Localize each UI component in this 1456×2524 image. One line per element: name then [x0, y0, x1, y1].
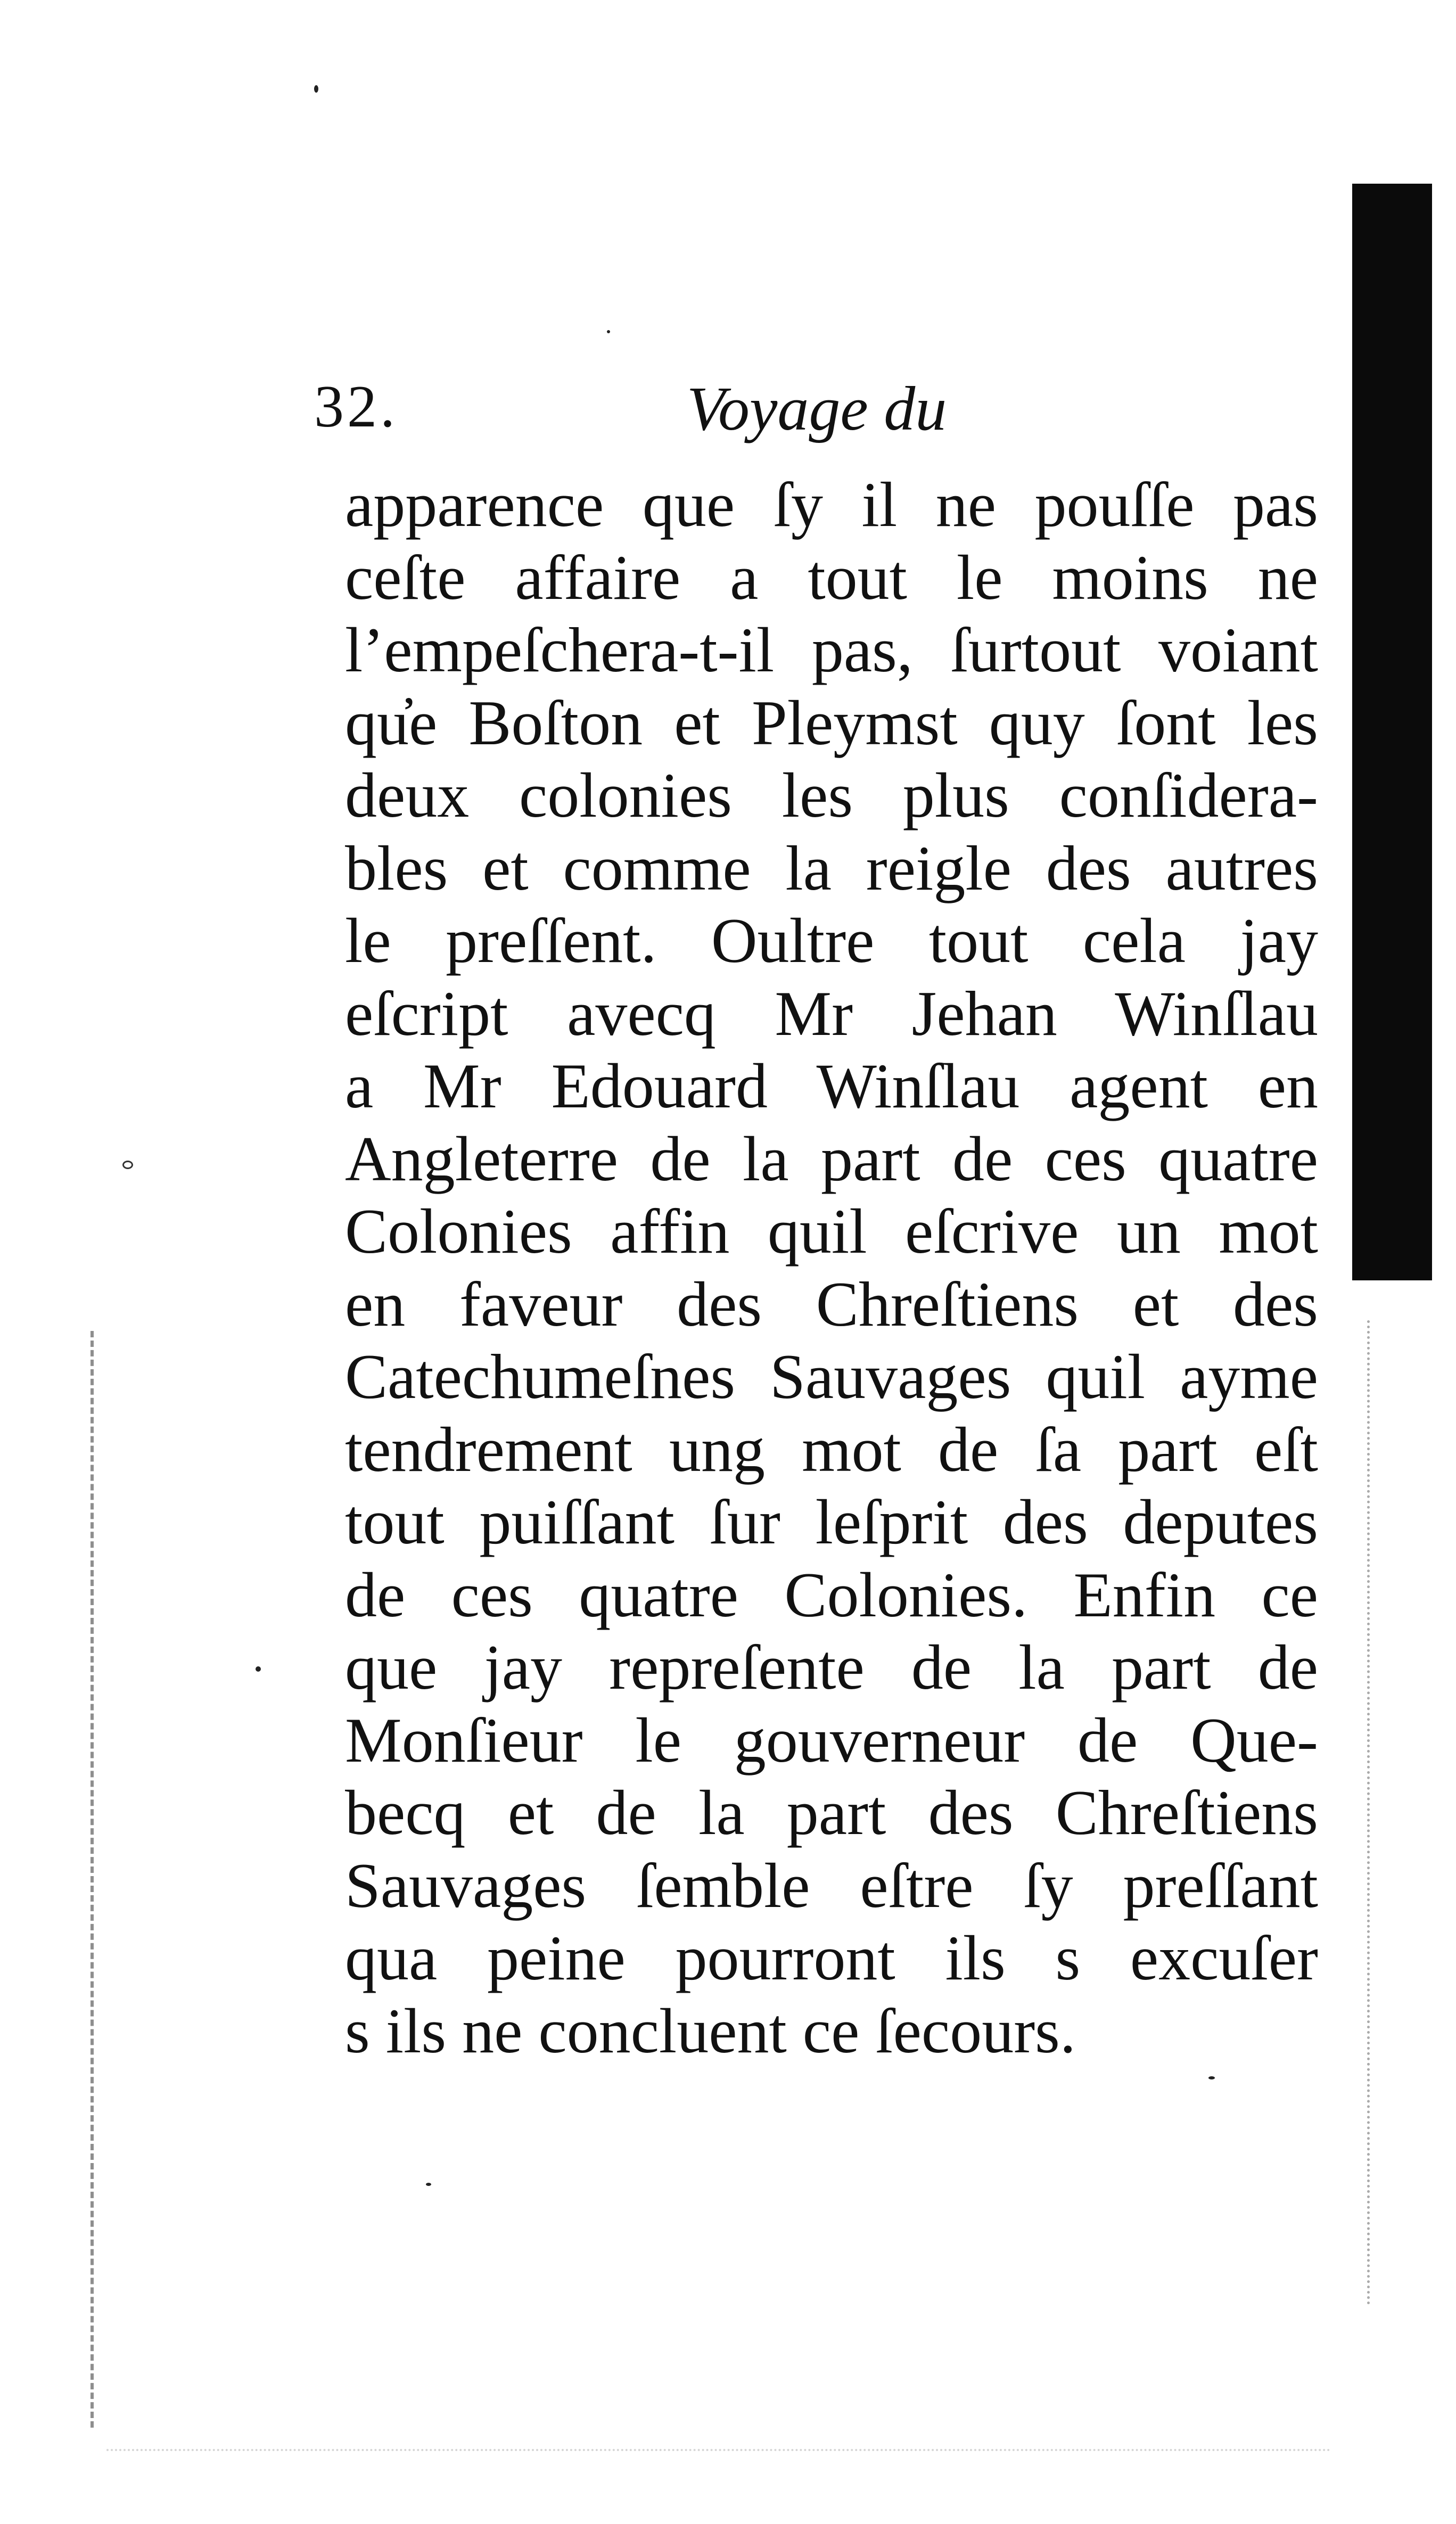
text-line: l’empeſchera-t-il pas, ſurtout voiant: [345, 614, 1318, 685]
text-line: becq et de la part des Chreſtiens: [345, 1777, 1318, 1848]
text-line: a Mr Edouard Winſlau agent en: [345, 1050, 1318, 1121]
speck: [426, 2183, 431, 2186]
text-line: en faveur des Chreſtiens et des: [345, 1268, 1318, 1339]
text-line: Colonies affin quil eſcrive un mot: [345, 1196, 1318, 1267]
bottom-margin-marks: [106, 2449, 1331, 2453]
text-line: s ils ne concluent ce ſecours.: [345, 1995, 1076, 2066]
speck: [256, 1666, 261, 1672]
text-line: tout puiſſant ſur leſprit des deputes: [345, 1486, 1318, 1557]
text-line: ceſte affaire a tout le moins ne: [345, 541, 1318, 613]
text-line: Sauvages ſemble eſtre ſy preſſant: [345, 1849, 1318, 1921]
page-header: [314, 373, 1326, 447]
text-line: Catechumeſnes Sauvages quil ayme: [345, 1341, 1318, 1412]
text-line: de ces quatre Colonies. Enfin ce: [345, 1559, 1318, 1630]
speck: [314, 85, 318, 93]
speck: [607, 330, 610, 333]
running-head: Voyage du: [687, 374, 947, 443]
text-line: bles et comme la reigle des autres: [345, 832, 1318, 903]
text-line: qu̓e Boſton et Pleymst quy ſont les: [345, 687, 1318, 758]
page-number: 32.: [314, 374, 398, 440]
speck: [122, 1161, 133, 1169]
text-line: Monſieur le gouverneur de Que-: [345, 1704, 1318, 1775]
body-text: [345, 468, 1318, 2067]
text-line: que jay repreſente de la part de: [345, 1632, 1318, 1703]
text-line: deux colonies les plus conſidera-: [345, 760, 1318, 831]
right-margin-marks: [1367, 1320, 1380, 2305]
text-line: Angleterre de la part de ces quatre: [345, 1123, 1318, 1194]
page-edge-strip: [1352, 184, 1432, 1280]
text-line: le preſſent. Oultre tout cela jay: [345, 905, 1318, 976]
text-line: qua peine pourront ils s excuſer: [345, 1922, 1318, 1993]
text-line: apparence que ſy il ne pouſſe pas: [345, 469, 1318, 540]
left-margin-marks: [91, 1331, 110, 2428]
speck: [1208, 2076, 1215, 2079]
text-line: tendrement ung mot de ſa part eſt: [345, 1413, 1318, 1485]
text-line: eſcript avecq Mr Jehan Winſlau: [345, 977, 1318, 1049]
